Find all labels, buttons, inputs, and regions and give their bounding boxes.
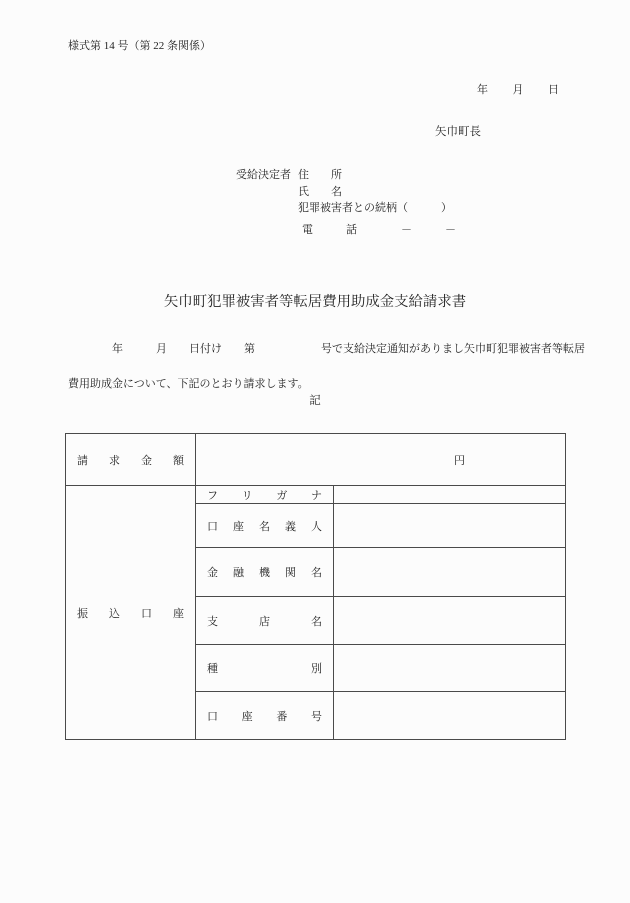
furigana-value-cell [334, 486, 566, 504]
record-heading: 記 [309, 395, 321, 407]
table-row-furigana [66, 486, 566, 504]
document-title: 矢巾町犯罪被害者等転居費用助成金支給請求書 [163, 294, 467, 310]
account-number-label-cell [196, 692, 334, 740]
body-paragraph [68, 341, 588, 394]
addressee: 矢巾町長 [435, 126, 481, 138]
bank-name-value-cell [334, 548, 566, 597]
account-holder-value-cell [334, 504, 566, 548]
furigana-label: フ リ ガ ナ [207, 489, 322, 502]
table-row-amount [66, 434, 566, 486]
date-line: 年 月 日 [477, 84, 559, 96]
amount-label-cell [66, 434, 196, 486]
amount-value-cell [196, 434, 566, 486]
form-number: 様式第 14 号（第 22 条関係） [68, 40, 211, 52]
account-label-cell [66, 486, 196, 740]
recipient-label: 受給決定者 [236, 169, 291, 181]
amount-unit-wrap [196, 452, 565, 468]
account-number-value-cell [334, 692, 566, 740]
body-line-1: 年 月 日付け 第 号で支給決定通知がありまし矢巾町犯罪被害者等転居 [68, 343, 585, 355]
account-label: 振 込 口 座 [77, 607, 184, 620]
recipient-name-label: 氏 名 [298, 186, 342, 198]
bank-name-label-cell [196, 548, 334, 597]
branch-name-label-cell [196, 597, 334, 645]
body-line-2: 費用助成金について、下記のとおり請求します。 [68, 378, 309, 390]
account-type-label: 種 別 [207, 663, 322, 675]
bank-name-label: 金 融 機 関 名 [207, 567, 322, 579]
account-holder-label: 口 座 名 義 人 [207, 520, 322, 533]
recipient-relation-label: 犯罪被害者との続柄（ ） [298, 202, 452, 214]
account-number-label: 口 座 番 号 [207, 710, 322, 723]
furigana-label-cell [196, 486, 334, 504]
payment-request-table [65, 433, 566, 740]
branch-name-value-cell [334, 597, 566, 645]
account-type-label-cell [196, 645, 334, 692]
account-holder-label-cell [196, 504, 334, 548]
branch-name-label: 支 店 名 [207, 615, 322, 628]
account-type-value-cell [334, 645, 566, 692]
amount-label: 請 求 金 額 [77, 454, 184, 467]
amount-unit: 円 [454, 454, 465, 467]
recipient-phone-label: 電 話 － － [302, 224, 456, 236]
recipient-address-label: 住 所 [298, 169, 342, 181]
